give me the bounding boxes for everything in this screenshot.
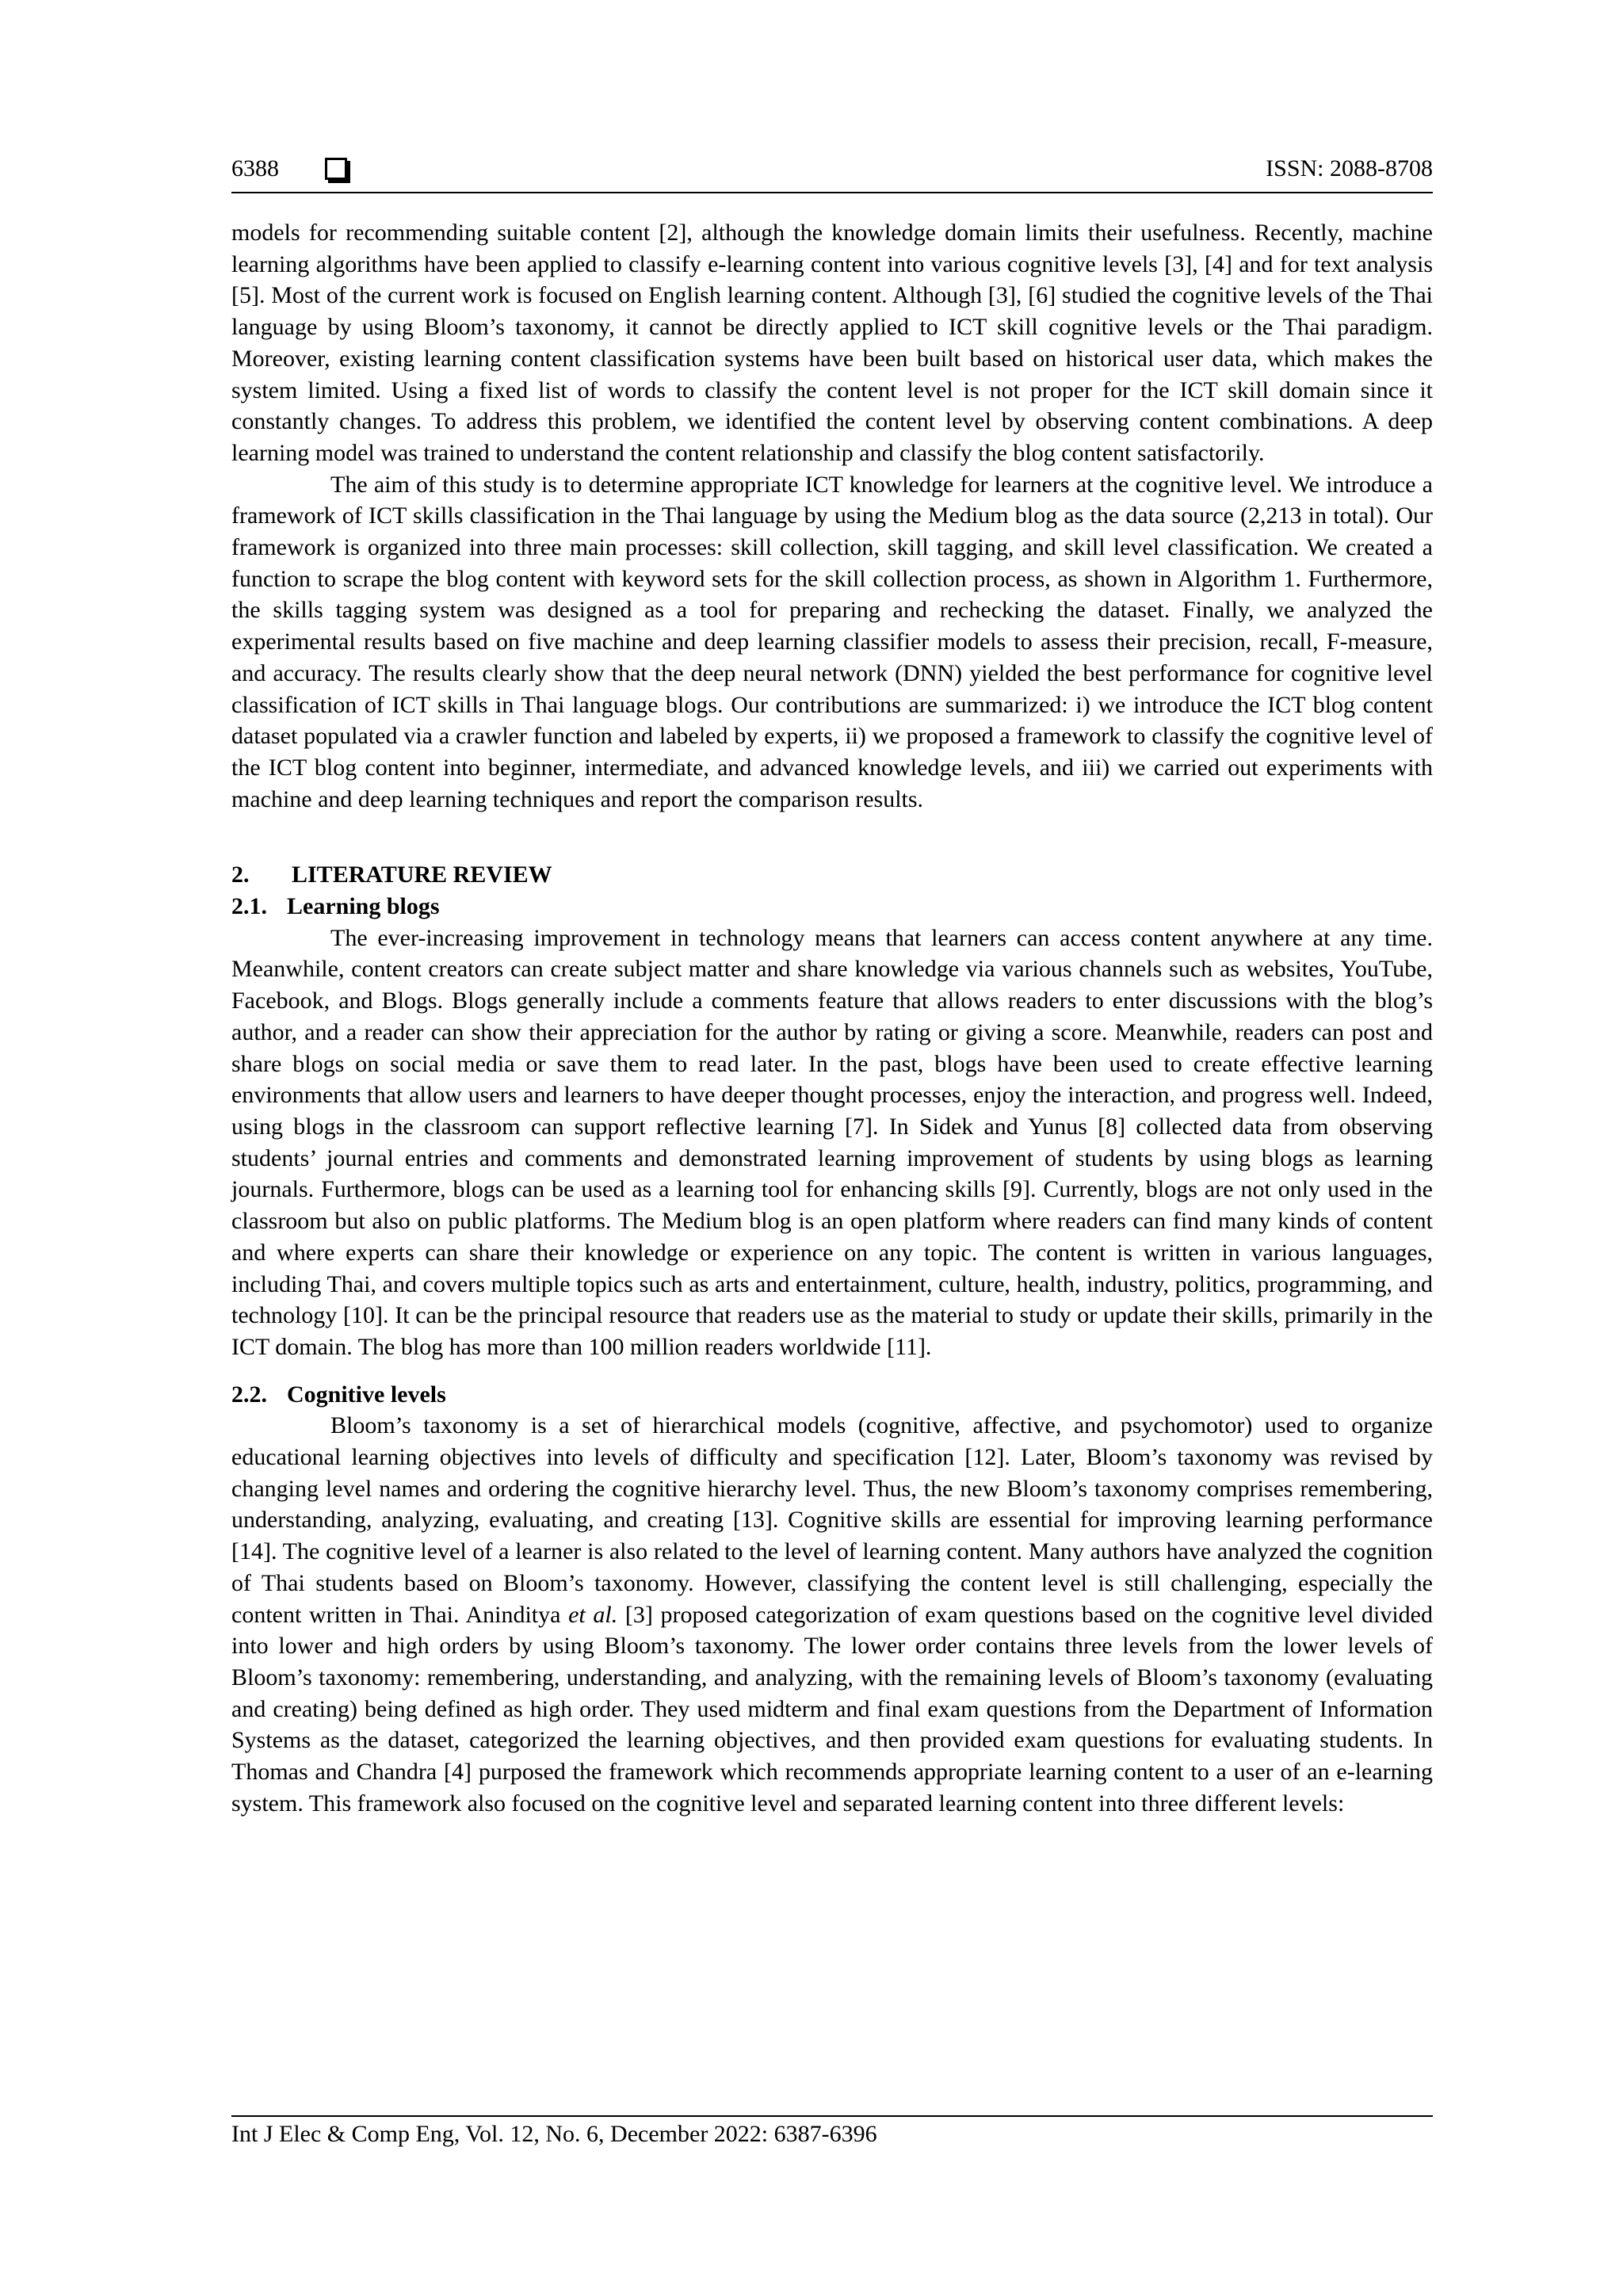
section-title: LITERATURE REVIEW <box>292 861 552 888</box>
section-heading <box>231 859 1433 891</box>
section-number: 2. <box>231 861 250 888</box>
paragraph-aim: The aim of this study is to determine appropriate ICT knowledge for learners at the cognitive level. We introduce a framework of ICT skills classification in the Thai language by using the Medium blog as the data source (2,213 in total). Our framework is organized into three main processes: skill collection, skill tagging, and skill level classification. We created a function to scrape the blog content with keyword sets for the skill collection process, as shown in Algorithm 1. Furthermore, the skills tagging system was designed as a tool for preparing and rechecking the dataset. Finally, we analyzed the experimental results based on five machine and deep learning classifier models to assess their precision, recall, F-measure, and accuracy. The results clearly show that the deep neural network (DNN) yielded the best performance for cognitive level classification of ICT skills in Thai language blogs. Our contributions are summarized: i) we introduce the ICT blog content dataset populated via a crawler function and labeled by experts, ii) we proposed a framework to classify the cognitive level of the ICT blog content into beginner, intermediate, and advanced knowledge levels, and iii) we carried out experiments with machine and deep learning techniques and report the comparison results. <box>231 471 1433 812</box>
section-spacer <box>231 815 1433 859</box>
footer-rule <box>231 2115 1433 2117</box>
header-rule <box>231 192 1433 193</box>
paragraph-learning-blogs: The ever-increasing improvement in technology means that learners can access content anywhere at any time. Meanwhile, content creators can create subject matter and share knowledge via various channels such as websites, YouTube, Facebook, and Blogs. Blogs generally include a comments feature that allows readers to enter discussions with the blog’s author, and a reader can show their appreciation for the author by rating or giving a score. Meanwhile, readers can post and share blogs on social media or save them to read later. In the past, blogs have been used to create effective learning environments that allow users and learners to have deeper thought processes, enjoy the interaction, and progress well. Indeed, using blogs in the classroom can support reflective learning [7]. In Sidek and Yunus [8] collected data from observing students’ journal entries and comments and demonstrated learning improvement of students by using blogs as learning journals. Furthermore, blogs can be used as a learning tool for enhancing skills [9]. Currently, blogs are not only used in the classroom but also on public platforms. The Medium blog is an open platform where readers can find many kinds of content and where experts can share their knowledge or experience on any topic. The content is written in various languages, including Thai, and covers multiple topics such as arts and entertainment, culture, health, industry, politics, programming, and technology [10]. It can be the principal resource that readers use as the material to study or update their skills, primarily in the ICT domain. The blog has more than 100 million readers worldwide [11]. <box>231 924 1433 1360</box>
issn-label: ISSN: 2088-8708 <box>1266 155 1433 181</box>
page-header <box>231 155 1433 192</box>
subsection-number: 2.2. <box>231 1381 267 1408</box>
page-number: 6388 <box>231 155 279 181</box>
paragraph-cognitive-levels <box>231 1410 1433 1819</box>
subsection-heading <box>231 1379 1433 1411</box>
subsection-heading <box>231 891 1433 923</box>
paragraph-text: [3] proposed categorization of exam questions based on the cognitive level divided into lower and high orders by using Bloom’s taxonomy. The lower order contains three levels from the lower levels of Bloom’s taxonomy: remembering, understanding, and analyzing, with the remaining levels of Bloom’s taxonomy (evaluating and creating) being defined as high order. They used midterm and final exam questions from the Department of Information Systems as the dataset, categorized the learning objectives, and then provided exam questions for evaluating students. In Thomas and Chandra [4] purposed the framework which recommends appropriate learning content to a user of an e-learning system. This framework also focused on the cognitive level and separated learning content into three different levels: <box>231 1601 1433 1817</box>
paragraph-text: Bloom’s taxonomy is a set of hierarchical models (cognitive, affective, and psychomotor) used to organize educational learning objectives into levels of difficulty and specification [12]. Later, Bloom’s taxonomy was revised by changing level names and ordering the cognitive hierarchy level. Thus, the new Bloom’s taxonomy comprises remembering, understanding, analyzing, evaluating, and creating [13]. Cognitive skills are essential for improving learning performance [14]. The cognitive level of a learner is also related to the level of learning content. Many authors have analyzed the cognition of Thai students based on Bloom’s taxonomy. However, classifying the content level is still challenging, especially the content written in Thai. Aninditya <box>231 1412 1433 1628</box>
et-al-italic: et al. <box>568 1601 618 1628</box>
article-body <box>231 217 1433 1819</box>
paragraph-continued: models for recommending suitable content [2], although the knowledge domain limits their usefulness. Recently, machine learning algorithms have been applied to classify e-learning content into various cognitive levels [3], [4] and for text analysis [5]. Most of the current work is focused on English learning content. Although [3], [6] studied the cognitive levels of the Thai language by using Bloom’s taxonomy, it cannot be directly applied to ICT skill cognitive levels or the Thai paradigm. Moreover, existing learning content classification systems have been built based on historical user data, which makes the system limited. Using a fixed list of words to classify the content level is not proper for the ICT skill domain since it constantly changes. To address this problem, we identified the content level by observing content combinations. A deep learning model was trained to understand the content relationship and classify the blog content satisfactorily. <box>231 220 1433 466</box>
subsection-title: Learning blogs <box>287 893 440 920</box>
page-footer: Int J Elec & Comp Eng, Vol. 12, No. 6, December 2022: 6387-6396 <box>231 2121 877 2147</box>
subsection-number: 2.1. <box>231 893 267 920</box>
square-box-icon <box>325 158 347 180</box>
subsection-title: Cognitive levels <box>287 1381 446 1408</box>
subsection-spacer <box>231 1363 1433 1379</box>
